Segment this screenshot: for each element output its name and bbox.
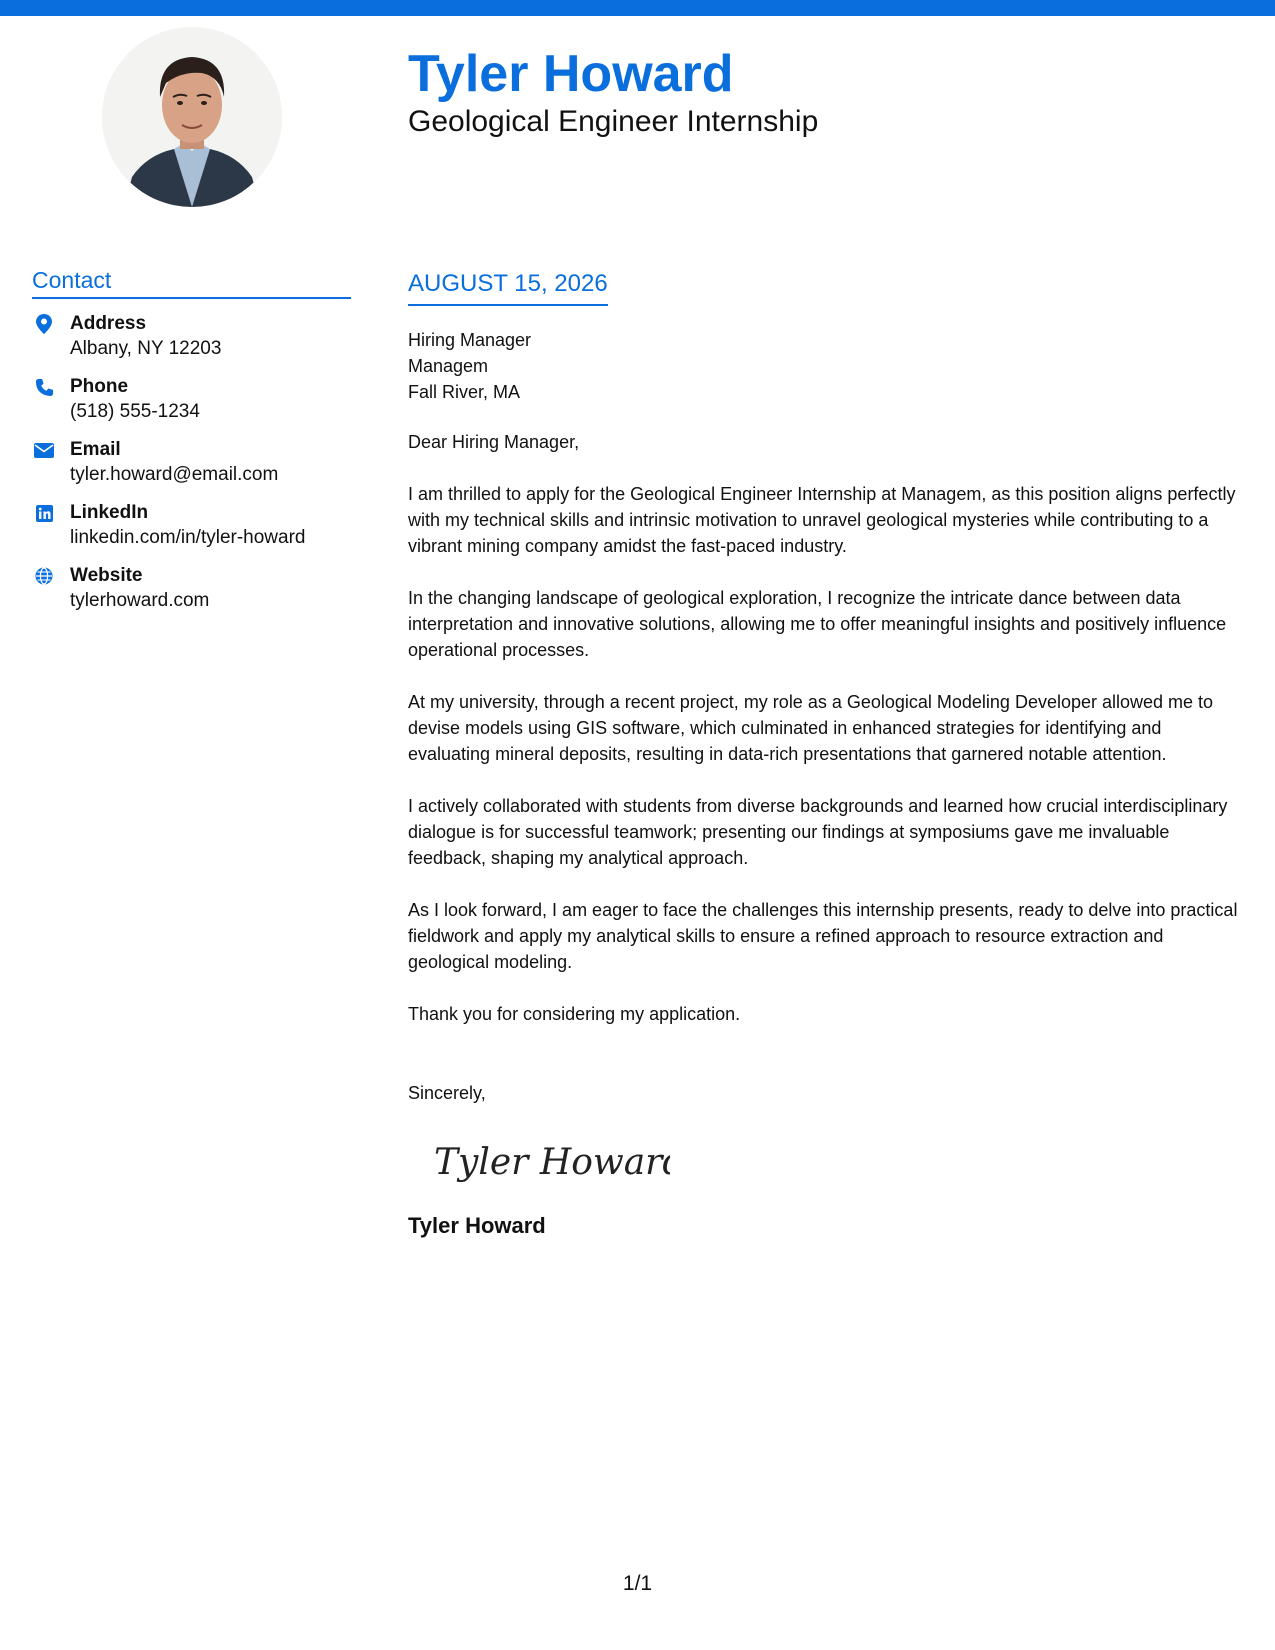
contact-label: LinkedIn xyxy=(70,502,149,523)
greeting: Dear Hiring Manager, xyxy=(408,432,580,452)
handwritten-signature xyxy=(430,1128,670,1198)
profile-photo xyxy=(102,27,282,207)
paragraph: As I look forward, I am eager to face the challenges this internship presents, ready to delve into practical fieldwork and apply my analytical skills to ensure a refined approach to resource extraction and geological modeling. xyxy=(408,900,1238,972)
contact-label: Address xyxy=(70,313,147,334)
contact-item-address xyxy=(32,311,351,374)
envelope-icon xyxy=(34,440,54,460)
contact-value: (518) 555-1234 xyxy=(70,401,200,422)
letter-date: AUGUST 15, 2026 xyxy=(408,268,608,306)
candidate-name: Tyler Howard xyxy=(408,45,734,103)
page-number: 1/1 xyxy=(622,1572,653,1595)
contact-item-email xyxy=(32,437,351,500)
paragraph: At my university, through a recent project, my role as a Geological Modeling Developer allowed me to devise models using GIS software, which culminated in enhanced strategies for identifying and evaluating mineral deposits, resulting in data-rich presentations that garnered notable attention. xyxy=(408,692,1214,764)
contact-item-linkedin xyxy=(32,500,351,563)
letter-body xyxy=(408,268,1248,1240)
contact-heading: Contact xyxy=(32,266,351,299)
recipient-line: Fall River, MA xyxy=(408,382,521,402)
contact-link[interactable]: tyler.howard@email.com xyxy=(70,464,279,485)
contact-item-phone xyxy=(32,374,351,437)
top-accent-bar xyxy=(0,0,1275,16)
recipient-line: Hiring Manager xyxy=(408,330,532,350)
contact-link[interactable]: tylerhoward.com xyxy=(70,590,210,611)
paragraph: In the changing landscape of geological exploration, I recognize the intricate dance between data interpretation and innovative solutions, allowing me to offer meaningful insights and positively influence operational processes. xyxy=(408,588,1227,660)
contact-label: Email xyxy=(70,439,121,460)
closing: Sincerely, xyxy=(408,1083,486,1103)
signature-text: Tyler Howard xyxy=(434,1142,670,1183)
contact-label: Website xyxy=(70,565,143,586)
globe-icon xyxy=(34,566,54,586)
contact-link[interactable]: linkedin.com/in/tyler-howard xyxy=(70,527,306,548)
contact-label: Phone xyxy=(70,376,129,397)
paragraph: I actively collaborated with students from diverse backgrounds and learned how crucial interdisciplinary dialogue is for successful teamwork; presenting our findings at symposiums gave me invaluable feedback, shaping my analytical approach. xyxy=(408,796,1228,868)
linkedin-icon xyxy=(34,503,54,523)
signatory-name: Tyler Howard xyxy=(408,1213,546,1238)
profile-photo-image xyxy=(102,27,282,207)
contact-sidebar xyxy=(32,266,351,626)
paragraph: Thank you for considering my application. xyxy=(408,1004,741,1024)
location-pin-icon xyxy=(34,314,54,334)
paragraph: I am thrilled to apply for the Geological Engineer Internship at Managem, as this position aligns perfectly with my technical skills and intrinsic motivation to unravel geological mysteries while contributing to a vibrant mining company amidst the fast-paced industry. xyxy=(408,484,1236,556)
recipient-line: Managem xyxy=(408,356,489,376)
job-title: Geological Engineer Internship xyxy=(408,105,819,138)
contact-value: Albany, NY 12203 xyxy=(70,338,222,359)
phone-icon xyxy=(34,377,54,397)
contact-item-website xyxy=(32,563,351,626)
recipient-block xyxy=(408,327,1248,405)
